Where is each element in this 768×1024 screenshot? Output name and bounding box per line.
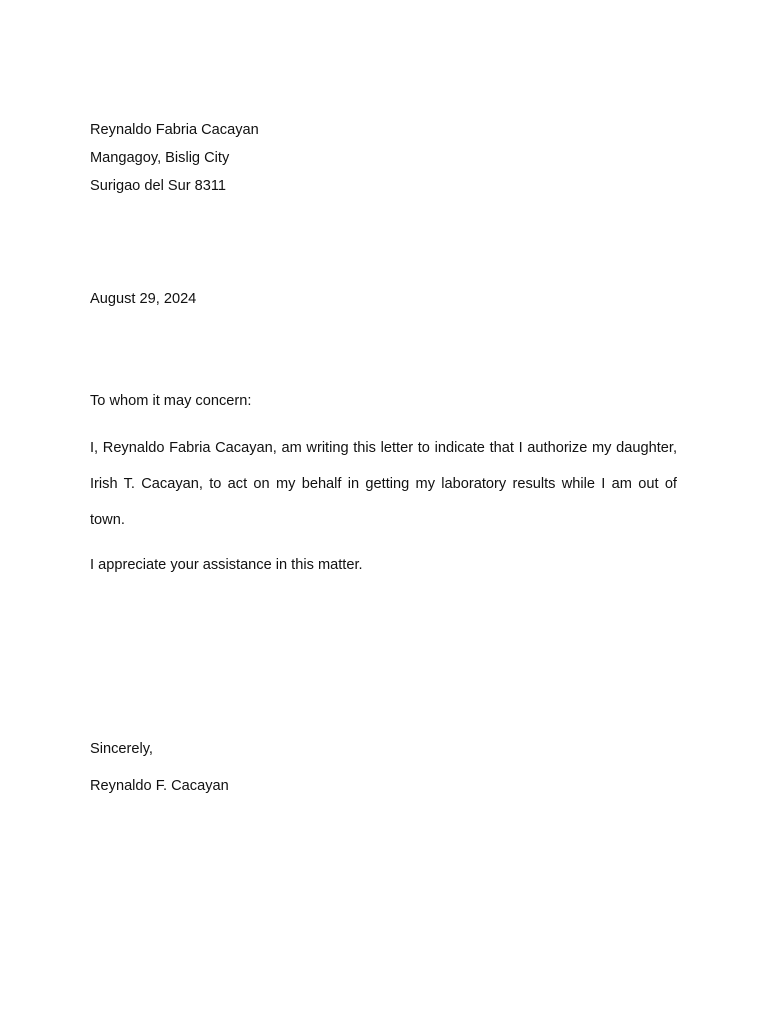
body-paragraph-2: I appreciate your assistance in this matter. xyxy=(90,557,363,573)
signature-name: Reynaldo F. Cacayan xyxy=(90,778,229,794)
sender-name: Reynaldo Fabria Cacayan xyxy=(90,122,259,138)
salutation: To whom it may concern: xyxy=(90,393,252,409)
sender-address-line1: Mangagoy, Bislig City xyxy=(90,150,230,166)
body-paragraph-1: I, Reynaldo Fabria Cacayan, am writing this letter to indicate that I authorize my daughter, Irish T. Cacayan, to act on my behalf in getting my laboratory results while I am out of town. xyxy=(90,440,677,528)
sender-address-line2: Surigao del Sur 8311 xyxy=(90,178,227,194)
letter-date: August 29, 2024 xyxy=(90,291,197,307)
closing: Sincerely, xyxy=(90,741,153,757)
